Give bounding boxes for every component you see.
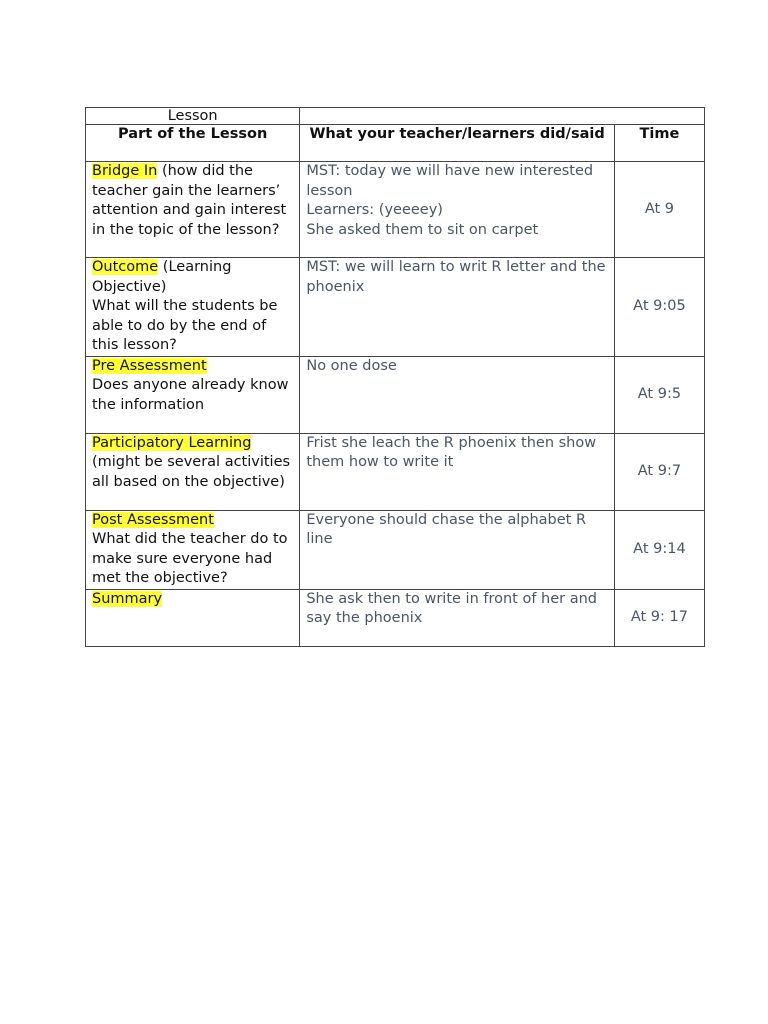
part-description: (how did the teacher gain the learners’ attention and gain interest in the topic of the lesson?	[92, 163, 287, 238]
part-question: Does anyone already know the information	[92, 377, 289, 413]
what-cell	[300, 162, 615, 258]
table-row	[86, 162, 705, 258]
what-cell	[300, 589, 615, 646]
time-cell: At 9:7	[614, 433, 704, 510]
part-highlight: Summary	[92, 590, 163, 607]
answer-line: She ask then to write in front of her and say the phoenix	[306, 590, 598, 626]
lesson-plan-table	[85, 107, 705, 647]
table-row	[86, 356, 705, 433]
part-cell	[86, 433, 300, 510]
part-highlight: Pre Assessment	[92, 357, 207, 374]
part-cell	[86, 589, 300, 646]
part-highlight: Participatory Learning	[92, 434, 252, 451]
part-cell	[86, 510, 300, 589]
time-cell: At 9: 17	[614, 589, 704, 646]
part-question: What did the teacher do to make sure everyone had met the objective?	[92, 531, 288, 586]
what-cell	[300, 510, 615, 589]
what-cell	[300, 356, 615, 433]
table-title-row	[86, 108, 705, 125]
time-cell: At 9:5	[614, 356, 704, 433]
table-title: Lesson	[86, 108, 300, 125]
table-row	[86, 510, 705, 589]
answer-line: Everyone should chase the alphabet R line	[306, 511, 587, 547]
table-row	[86, 433, 705, 510]
part-highlight: Bridge In	[92, 163, 158, 179]
part-cell	[86, 258, 300, 357]
part-question: (might be several activities all based on the objective)	[92, 454, 291, 490]
time-cell: At 9	[614, 162, 704, 258]
part-description: (Learning Objective)	[92, 259, 232, 295]
part-cell	[86, 162, 300, 258]
table-title-blank	[300, 108, 705, 125]
header-part: Part of the Lesson	[86, 125, 300, 162]
what-cell	[300, 433, 615, 510]
table-header-row	[86, 125, 705, 162]
what-cell	[300, 258, 615, 357]
answer-line: MST: we will learn to writ R letter and the phoenix	[306, 259, 606, 295]
time-cell: At 9:14	[614, 510, 704, 589]
answer-line: She asked them to sit on carpet	[306, 221, 539, 238]
part-cell	[86, 356, 300, 433]
answer-line: No one dose	[306, 357, 397, 374]
table-row	[86, 589, 705, 646]
part-highlight: Outcome	[92, 259, 159, 275]
part-question: What will the students be able to do by the end of this lesson?	[92, 298, 278, 353]
table-row	[86, 258, 705, 357]
header-time: Time	[614, 125, 704, 162]
part-highlight: Post Assessment	[92, 511, 214, 528]
time-cell: At 9:05	[614, 258, 704, 357]
answer-line: Frist she leach the R phoenix then show them how to write it	[306, 434, 597, 470]
answer-line: Learners: (yeeeey)	[306, 202, 443, 218]
answer-line: MST: today we will have new interested lesson	[306, 163, 594, 199]
header-what: What your teacher/learners did/said	[300, 125, 615, 162]
